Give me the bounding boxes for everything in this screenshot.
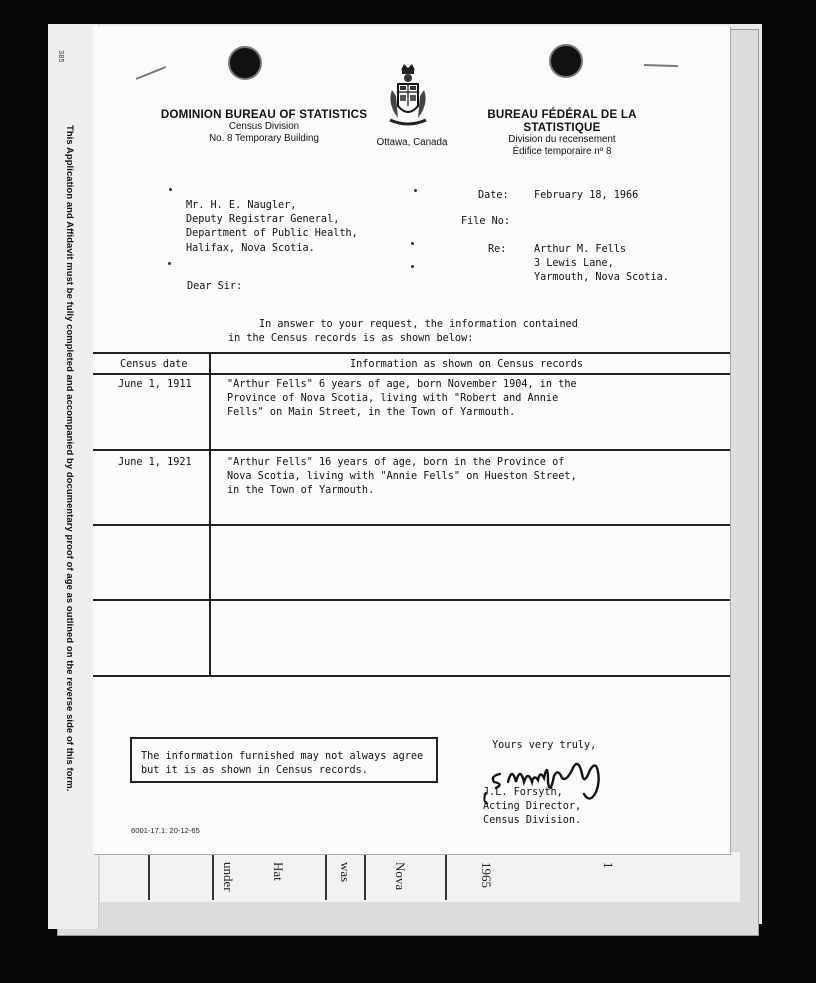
table-header-rule: [93, 373, 730, 375]
division-en: Census Division: [228, 121, 300, 132]
underlying-fragment: Hat: [271, 862, 286, 881]
census-info-cell: [227, 456, 577, 499]
header-center: [368, 137, 456, 149]
typewriter-dot: [411, 265, 414, 268]
underlying-rule: [325, 852, 327, 900]
side-instruction: This Application and Affidavit must be fully completed and accompanied by documentary proof of age as outlined on the reverse side of this form.: [65, 125, 76, 792]
re-line: Yarmouth, Nova Scotia.: [534, 272, 669, 284]
signer-name: J.L. Forsyth,: [483, 787, 563, 798]
notice-line: The information furnished may not always agree: [141, 751, 424, 762]
recipient-line: Halifax, Nova Scotia.: [186, 242, 315, 254]
form-number: 6001-17.1: 20-12-65: [131, 826, 200, 835]
valediction: Yours very truly,: [492, 740, 597, 751]
census-date-cell: June 1, 1921: [118, 457, 192, 468]
re-line: Arthur M. Fells: [534, 244, 627, 255]
page-number: 385: [56, 50, 64, 63]
bureau-name-en: DOMINION BUREAU OF STATISTICS: [160, 108, 368, 121]
recipient-address: [186, 199, 358, 256]
punch-hole-left: [228, 46, 262, 80]
letter-date: February 18, 1966: [534, 190, 639, 201]
building-en: No. 8 Temporary Building: [209, 133, 319, 144]
signer-block: [483, 786, 581, 829]
census-info-cell: [227, 378, 577, 421]
header-left: [160, 108, 368, 145]
header-right: [458, 108, 666, 158]
file-number-label: File No:: [461, 216, 511, 227]
table-column-rule: [209, 352, 211, 677]
underlying-rule: [212, 852, 214, 900]
underlying-fragment: Nova: [393, 862, 408, 891]
underlying-fragment: 1: [601, 862, 616, 869]
info-line: Fells" on Main Street, in the Town of Yarmouth.: [227, 407, 516, 419]
recipient-line: Department of Public Health,: [186, 228, 358, 240]
city-name: Ottawa, Canada: [376, 137, 448, 148]
table-row-rule: [93, 524, 730, 526]
table-row-rule: [93, 599, 730, 601]
underlying-fragment: under: [221, 862, 236, 892]
notice-text: [141, 750, 423, 778]
notice-line: but it is as shown in Census records.: [141, 765, 368, 777]
re-address: [534, 243, 669, 286]
bureau-name-fr: BUREAU FÉDÉRAL DE LA STATISTIQUE: [487, 108, 637, 134]
salutation: Dear Sir:: [187, 281, 243, 292]
re-line: 3 Lewis Lane,: [534, 258, 614, 270]
underlying-form-strip: [100, 852, 740, 902]
typewriter-dot: [414, 189, 417, 192]
info-line: Province of Nova Scotia, living with "Robert and Annie: [227, 393, 559, 405]
date-label: Date:: [478, 190, 509, 201]
info-line: "Arthur Fells" 16 years of age, born in the Province of: [227, 457, 565, 468]
building-fr: Édifice temporaire nº 8: [512, 146, 612, 157]
table-bottom-rule: [93, 675, 730, 677]
table-row-rule: [93, 449, 730, 451]
signer-division: Census Division.: [483, 815, 582, 827]
intro-line: In answer to your request, the information contained: [259, 319, 578, 330]
typewriter-dot: [168, 262, 171, 265]
column-header-information: Information as shown on Census records: [350, 359, 584, 370]
signer-title: Acting Director,: [483, 801, 582, 813]
info-line: Nova Scotia, living with "Annie Fells" on Hueston Street,: [227, 471, 577, 483]
intro-line: in the Census records is as shown below:: [228, 333, 474, 344]
typewriter-dot: [169, 188, 172, 191]
recipient-line: Mr. H. E. Naugler,: [186, 200, 297, 211]
typewriter-dot: [411, 242, 414, 245]
re-label: Re:: [488, 244, 507, 255]
underlying-fragment: 1965: [479, 862, 494, 888]
census-date-cell: June 1, 1911: [118, 379, 192, 390]
info-line: "Arthur Fells" 6 years of age, born November 1904, in the: [227, 379, 577, 390]
punch-hole-right: [549, 44, 583, 78]
underlying-rule: [445, 852, 447, 900]
column-header-census-date: Census date: [120, 359, 188, 370]
recipient-line: Deputy Registrar General,: [186, 214, 340, 226]
coat-of-arms-icon: [386, 62, 430, 130]
underlying-fragment: was: [338, 862, 353, 883]
info-line: in the Town of Yarmouth.: [227, 485, 375, 497]
table-top-rule: [93, 352, 730, 354]
underlying-rule: [364, 852, 366, 900]
division-fr: Division du recensement: [508, 134, 616, 145]
underlying-rule: [148, 852, 150, 900]
